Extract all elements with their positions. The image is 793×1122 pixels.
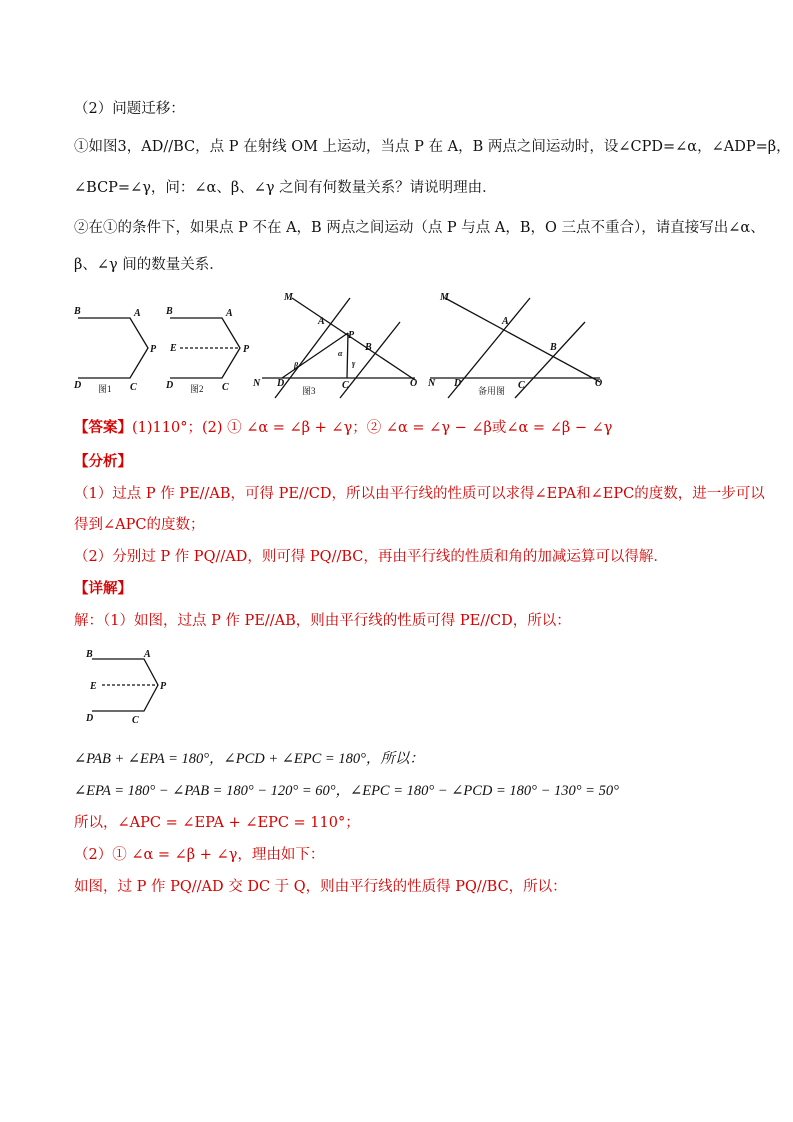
answer-line [74, 418, 612, 438]
label-P: P [160, 681, 167, 692]
text-line: ①如图3，AD//BC，点 P 在射线 OM 上运动，当点 P 在 A，B 两点之间运动时，设∠CPD=∠α，∠ADP=β， [74, 139, 791, 155]
label-C: C [130, 382, 137, 393]
answer-body: (1)110°；(2) ① ∠α = ∠β + ∠γ；② ∠α = ∠γ − ∠β或∠α = ∠β − ∠γ [132, 420, 613, 436]
text-line: ∠BCP=∠γ，问：∠α、β、∠γ 之间有何数量关系？请说明理由． [74, 180, 497, 196]
text-line: 如图，过 P 作 PQ//AD 交 DC 于 Q，则由平行线的性质得 PQ//BC，所以： [74, 879, 567, 895]
text-line: （2）分别过 P 作 PQ//AD，则可得 PQ//BC，再由平行线的性质和角的加减运算可以得解． [74, 549, 668, 565]
text-line: β、∠γ 间的数量关系． [74, 257, 224, 273]
label-A: A [144, 649, 151, 660]
fig3-caption: 图3 [302, 386, 316, 396]
label-N: N [428, 378, 436, 389]
text-line: ②在①的条件下，如果点 P 不在 A，B 两点之间运动（点 P 与点 A，B，O 三点不重合），请直接写出∠α、 [74, 220, 765, 236]
analysis-tag: 【分析】 [74, 453, 132, 470]
label-O: O [410, 378, 418, 389]
detail-figure [82, 645, 182, 727]
figure-row [70, 288, 615, 406]
label-D: D [166, 380, 174, 391]
label-M: M [284, 292, 293, 303]
label-A: A [226, 308, 233, 319]
text-line: 解：（1）如图，过点 P 作 PE//AB，则由平行线的性质可得 PE//CD，所以： [74, 613, 571, 629]
answer-tag: 【答案】 [74, 419, 132, 436]
label-beta: β [294, 361, 299, 370]
label-C: C [222, 382, 229, 393]
text-line: ∠EPA = 180° − ∠PAB = 180° − 120° = 60°，∠EPC = 180° − ∠PCD = 180° − 130° = 50° [74, 783, 619, 799]
text-line: （2）问题迁移： [74, 101, 185, 117]
label-P: P [243, 344, 250, 355]
detail-tag: 【详解】 [74, 580, 132, 597]
label-B: B [365, 342, 372, 353]
text-line: 所以，∠APC = ∠EPA + ∠EPC = 110°； [74, 815, 360, 831]
label-C: C [342, 380, 349, 391]
label-B: B [166, 306, 173, 317]
label-B: B [74, 306, 81, 317]
label-D: D [74, 380, 82, 391]
label-D: D [277, 378, 285, 389]
label-E: E [170, 343, 177, 354]
label-alpha: α [338, 349, 343, 358]
label-A: A [318, 316, 325, 327]
label-B: B [86, 649, 93, 660]
label-C: C [518, 380, 525, 391]
label-E: E [90, 681, 97, 692]
label-A: A [134, 308, 141, 319]
text-line: （1）过点 P 作 PE//AB，可得 PE//CD，所以由平行线的性质可以求得∠EPA和∠EPC的度数，进一步可以 [74, 486, 765, 502]
label-D: D [86, 713, 94, 724]
label-N: N [253, 378, 261, 389]
label-P: P [150, 344, 157, 355]
fig1-caption: 图1 [98, 384, 112, 394]
text-line: 得到∠APC的度数； [74, 517, 205, 533]
label-P: P [348, 330, 355, 341]
label-C: C [132, 715, 139, 726]
fig2-caption: 图2 [190, 384, 204, 394]
label-O: O [595, 378, 603, 389]
label-M: M [440, 292, 449, 303]
label-A: A [502, 316, 509, 327]
label-D: D [454, 378, 462, 389]
label-B: B [550, 342, 557, 353]
label-gamma: γ [352, 359, 356, 368]
text-line: （2）① ∠α = ∠β + ∠γ，理由如下： [74, 847, 325, 863]
fig4-caption: 备用图 [478, 386, 506, 396]
text-line: ∠PAB + ∠EPA = 180°，∠PCD + ∠EPC = 180°，所以： [74, 751, 424, 767]
